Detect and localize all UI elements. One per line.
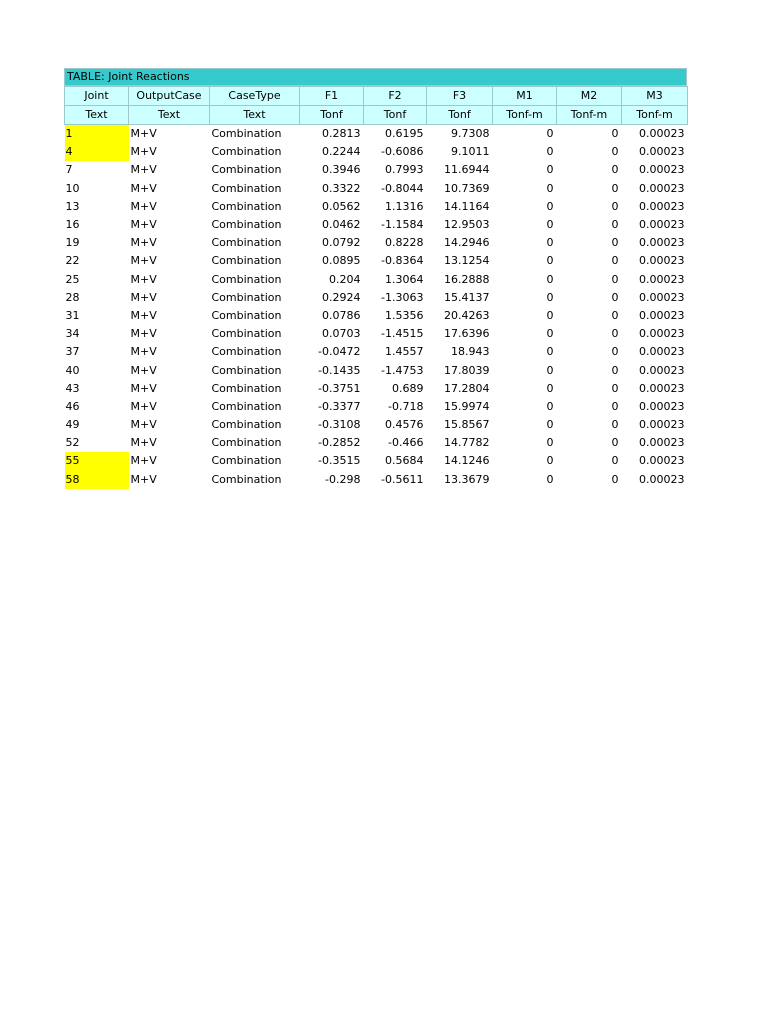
cell-f1: -0.2852	[318, 436, 361, 450]
cell-casetype: Combination	[211, 254, 282, 268]
cell-m3: 0.00023	[639, 327, 685, 341]
cell-f2: -0.6086	[381, 145, 424, 159]
cell-f3: 18.943	[451, 345, 490, 359]
cell-f1: 0.2924	[322, 290, 361, 304]
cell-outputcase: M+V	[130, 199, 157, 213]
cell-f3: 17.2804	[444, 381, 490, 395]
unit-f2: Tonf	[364, 106, 427, 125]
table-row	[65, 289, 688, 307]
table-body	[65, 125, 688, 489]
cell-m3: 0.00023	[639, 363, 685, 377]
cell-casetype: Combination	[211, 218, 282, 232]
cell-casetype: Combination	[211, 127, 282, 141]
cell-outputcase: M+V	[130, 236, 157, 250]
cell-joint: 7	[65, 163, 73, 177]
cell-m1: 0	[546, 345, 554, 359]
cell-m3: 0.00023	[639, 199, 685, 213]
cell-casetype: Combination	[211, 181, 282, 195]
cell-f3: 15.9974	[444, 399, 490, 413]
cell-f1: -0.1435	[318, 363, 361, 377]
header-f3: F3	[427, 87, 493, 106]
cell-m2: 0	[611, 436, 619, 450]
cell-casetype: Combination	[211, 163, 282, 177]
cell-casetype: Combination	[211, 236, 282, 250]
cell-f3: 13.1254	[444, 254, 490, 268]
joint-reactions-table	[64, 86, 688, 489]
cell-m1: 0	[546, 199, 554, 213]
table-row	[65, 180, 688, 198]
cell-m2: 0	[611, 290, 619, 304]
cell-m1: 0	[546, 327, 554, 341]
cell-f1: 0.0462	[322, 218, 361, 232]
cell-m1: 0	[546, 472, 554, 486]
cell-m2: 0	[611, 163, 619, 177]
cell-f2: 0.8228	[385, 236, 424, 250]
cell-f2: 0.4576	[385, 418, 424, 432]
cell-f1: 0.204	[329, 272, 361, 286]
cell-f3: 20.4263	[444, 308, 490, 322]
cell-outputcase: M+V	[130, 454, 157, 468]
table-row	[65, 434, 688, 452]
cell-casetype: Combination	[211, 399, 282, 413]
cell-m2: 0	[611, 418, 619, 432]
cell-f3: 15.4137	[444, 290, 490, 304]
cell-m1: 0	[546, 127, 554, 141]
table-row	[65, 271, 688, 289]
cell-casetype: Combination	[211, 418, 282, 432]
cell-f3: 14.7782	[444, 436, 490, 450]
cell-m3: 0.00023	[639, 181, 685, 195]
cell-m2: 0	[611, 345, 619, 359]
cell-joint: 55	[65, 452, 129, 470]
cell-joint: 34	[65, 327, 80, 341]
cell-joint: 40	[65, 363, 80, 377]
cell-m3: 0.00023	[639, 381, 685, 395]
cell-f2: 0.7993	[385, 163, 424, 177]
unit-m3: Tonf-m	[622, 106, 688, 125]
table-row	[65, 307, 688, 325]
cell-casetype: Combination	[211, 454, 282, 468]
cell-f1: -0.0472	[318, 345, 361, 359]
cell-joint: 16	[65, 218, 80, 232]
cell-f1: 0.0895	[322, 254, 361, 268]
cell-outputcase: M+V	[130, 290, 157, 304]
cell-f2: 1.3064	[385, 272, 424, 286]
cell-joint: 52	[65, 436, 80, 450]
cell-joint: 1	[65, 125, 129, 144]
cell-f2: 1.4557	[385, 345, 424, 359]
cell-m2: 0	[611, 454, 619, 468]
cell-f3: 14.2946	[444, 236, 490, 250]
table-row	[65, 471, 688, 489]
cell-m3: 0.00023	[639, 236, 685, 250]
cell-outputcase: M+V	[130, 327, 157, 341]
cell-casetype: Combination	[211, 327, 282, 341]
cell-f2: 0.689	[392, 381, 424, 395]
cell-m2: 0	[611, 327, 619, 341]
cell-casetype: Combination	[211, 290, 282, 304]
cell-m3: 0.00023	[639, 145, 685, 159]
cell-m2: 0	[611, 127, 619, 141]
cell-m3: 0.00023	[639, 472, 685, 486]
cell-joint: 43	[65, 381, 80, 395]
cell-m1: 0	[546, 363, 554, 377]
cell-m3: 0.00023	[639, 163, 685, 177]
header-joint: Joint	[65, 87, 129, 106]
cell-f3: 9.1011	[451, 145, 490, 159]
cell-m3: 0.00023	[639, 308, 685, 322]
cell-f3: 14.1164	[444, 199, 490, 213]
cell-m1: 0	[546, 454, 554, 468]
cell-m2: 0	[611, 254, 619, 268]
cell-f1: 0.0786	[322, 308, 361, 322]
cell-outputcase: M+V	[130, 218, 157, 232]
cell-m2: 0	[611, 181, 619, 195]
table-row	[65, 252, 688, 270]
cell-outputcase: M+V	[130, 399, 157, 413]
cell-outputcase: M+V	[130, 363, 157, 377]
cell-joint: 46	[65, 399, 80, 413]
cell-f3: 13.3679	[444, 472, 490, 486]
table-row	[65, 343, 688, 361]
cell-m1: 0	[546, 399, 554, 413]
table-row	[65, 125, 688, 144]
cell-m3: 0.00023	[639, 418, 685, 432]
cell-m3: 0.00023	[639, 345, 685, 359]
cell-m3: 0.00023	[639, 218, 685, 232]
cell-joint: 49	[65, 418, 80, 432]
cell-f3: 10.7369	[444, 181, 490, 195]
table-row	[65, 325, 688, 343]
cell-f2: -0.718	[388, 399, 424, 413]
cell-f2: 0.5684	[385, 454, 424, 468]
cell-outputcase: M+V	[130, 272, 157, 286]
cell-m1: 0	[546, 272, 554, 286]
units-row	[65, 106, 688, 125]
cell-f1: -0.3108	[318, 418, 361, 432]
cell-f1: 0.3946	[322, 163, 361, 177]
cell-casetype: Combination	[211, 436, 282, 450]
cell-joint: 13	[65, 199, 80, 213]
cell-f1: 0.3322	[322, 181, 361, 195]
cell-m3: 0.00023	[639, 127, 685, 141]
cell-m2: 0	[611, 308, 619, 322]
cell-m3: 0.00023	[639, 290, 685, 304]
cell-f1: -0.298	[325, 472, 361, 486]
cell-f2: -1.1584	[381, 218, 424, 232]
cell-joint: 31	[65, 308, 80, 322]
cell-f3: 16.2888	[444, 272, 490, 286]
table-row	[65, 398, 688, 416]
cell-f2: -1.4515	[381, 327, 424, 341]
table-row	[65, 452, 688, 470]
header-m2: M2	[557, 87, 622, 106]
cell-casetype: Combination	[211, 381, 282, 395]
cell-outputcase: M+V	[130, 145, 157, 159]
cell-f1: -0.3751	[318, 381, 361, 395]
cell-m1: 0	[546, 308, 554, 322]
cell-outputcase: M+V	[130, 181, 157, 195]
cell-f1: 0.0792	[322, 236, 361, 250]
cell-joint: 10	[65, 181, 80, 195]
cell-m2: 0	[611, 272, 619, 286]
cell-m1: 0	[546, 418, 554, 432]
cell-f2: -0.5611	[381, 472, 424, 486]
cell-joint: 58	[65, 471, 129, 489]
cell-f2: -0.8364	[381, 254, 424, 268]
joint-reactions-sheet	[64, 68, 687, 489]
cell-m1: 0	[546, 163, 554, 177]
cell-casetype: Combination	[211, 199, 282, 213]
cell-outputcase: M+V	[130, 418, 157, 432]
unit-f1: Tonf	[300, 106, 364, 125]
cell-outputcase: M+V	[130, 127, 157, 141]
cell-joint: 19	[65, 236, 80, 250]
header-outputcase: OutputCase	[129, 87, 210, 106]
cell-outputcase: M+V	[130, 254, 157, 268]
table-row	[65, 161, 688, 179]
cell-m3: 0.00023	[639, 399, 685, 413]
table-title: TABLE: Joint Reactions	[64, 68, 687, 86]
cell-joint: 4	[65, 143, 129, 161]
header-m3: M3	[622, 87, 688, 106]
cell-f2: -1.3063	[381, 290, 424, 304]
cell-m1: 0	[546, 181, 554, 195]
cell-m2: 0	[611, 145, 619, 159]
cell-joint: 37	[65, 345, 80, 359]
cell-m1: 0	[546, 218, 554, 232]
cell-casetype: Combination	[211, 272, 282, 286]
cell-casetype: Combination	[211, 145, 282, 159]
cell-m1: 0	[546, 436, 554, 450]
cell-f1: -0.3515	[318, 454, 361, 468]
cell-m2: 0	[611, 399, 619, 413]
cell-outputcase: M+V	[130, 472, 157, 486]
cell-casetype: Combination	[211, 363, 282, 377]
cell-joint: 25	[65, 272, 80, 286]
cell-outputcase: M+V	[130, 308, 157, 322]
cell-outputcase: M+V	[130, 163, 157, 177]
header-m1: M1	[493, 87, 557, 106]
cell-m3: 0.00023	[639, 454, 685, 468]
table-row	[65, 380, 688, 398]
table-row	[65, 198, 688, 216]
cell-f3: 12.9503	[444, 218, 490, 232]
cell-m3: 0.00023	[639, 254, 685, 268]
cell-m2: 0	[611, 199, 619, 213]
cell-m2: 0	[611, 363, 619, 377]
cell-m1: 0	[546, 145, 554, 159]
cell-f1: 0.0703	[322, 327, 361, 341]
cell-casetype: Combination	[211, 308, 282, 322]
cell-outputcase: M+V	[130, 436, 157, 450]
cell-f3: 11.6944	[444, 163, 490, 177]
header-casetype: CaseType	[210, 87, 300, 106]
table-row	[65, 361, 688, 379]
cell-casetype: Combination	[211, 345, 282, 359]
cell-outputcase: M+V	[130, 381, 157, 395]
cell-casetype: Combination	[211, 472, 282, 486]
cell-f3: 9.7308	[451, 127, 490, 141]
cell-m1: 0	[546, 381, 554, 395]
cell-f1: -0.3377	[318, 399, 361, 413]
cell-f3: 14.1246	[444, 454, 490, 468]
cell-f3: 15.8567	[444, 418, 490, 432]
cell-outputcase: M+V	[130, 345, 157, 359]
cell-f3: 17.6396	[444, 327, 490, 341]
unit-casetype: Text	[210, 106, 300, 125]
unit-m1: Tonf-m	[493, 106, 557, 125]
unit-outputcase: Text	[129, 106, 210, 125]
cell-m2: 0	[611, 236, 619, 250]
cell-m1: 0	[546, 254, 554, 268]
cell-joint: 22	[65, 254, 80, 268]
cell-f1: 0.0562	[322, 199, 361, 213]
unit-joint: Text	[65, 106, 129, 125]
cell-m1: 0	[546, 236, 554, 250]
cell-m3: 0.00023	[639, 436, 685, 450]
cell-f1: 0.2813	[322, 127, 361, 141]
cell-m1: 0	[546, 290, 554, 304]
cell-f2: 1.5356	[385, 308, 424, 322]
cell-f2: -0.466	[388, 436, 424, 450]
cell-f2: 1.1316	[385, 199, 424, 213]
cell-f1: 0.2244	[322, 145, 361, 159]
cell-f3: 17.8039	[444, 363, 490, 377]
header-f1: F1	[300, 87, 364, 106]
table-row	[65, 143, 688, 161]
header-row	[65, 87, 688, 106]
cell-m2: 0	[611, 381, 619, 395]
table-row	[65, 234, 688, 252]
cell-m3: 0.00023	[639, 272, 685, 286]
cell-m2: 0	[611, 218, 619, 232]
cell-joint: 28	[65, 290, 80, 304]
cell-f2: 0.6195	[385, 127, 424, 141]
cell-m2: 0	[611, 472, 619, 486]
unit-m2: Tonf-m	[557, 106, 622, 125]
cell-f2: -1.4753	[381, 363, 424, 377]
table-row	[65, 216, 688, 234]
cell-f2: -0.8044	[381, 181, 424, 195]
table-row	[65, 416, 688, 434]
unit-f3: Tonf	[427, 106, 493, 125]
header-f2: F2	[364, 87, 427, 106]
